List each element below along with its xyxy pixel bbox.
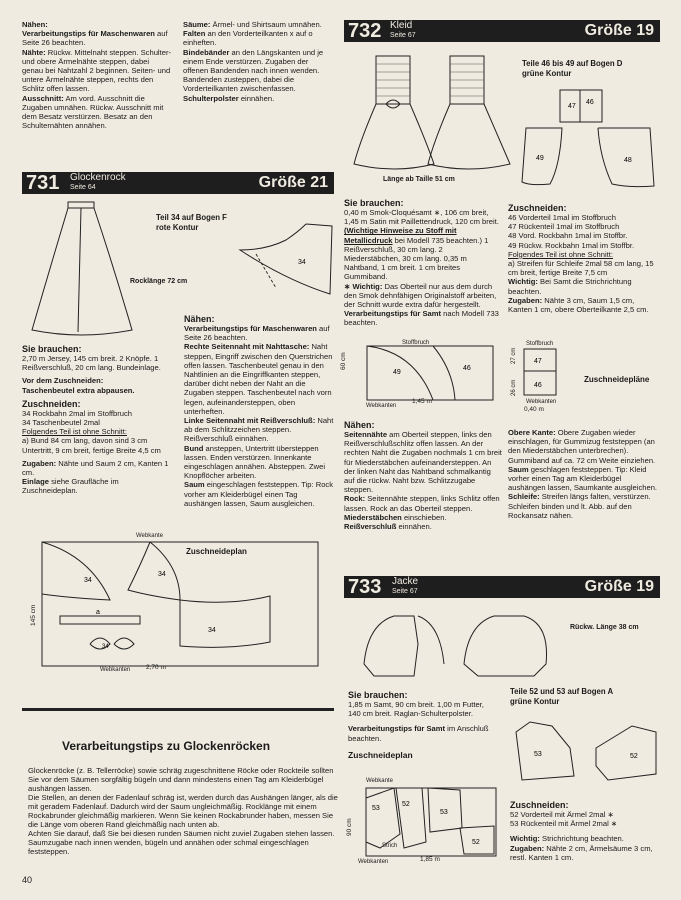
label: Saum [508, 464, 529, 474]
list-item: 49 Rückw. Rockbahn 1mal im Stoffbr. [508, 240, 635, 250]
stoffbruch-label: Stoffbruch [402, 340, 430, 346]
label: Wichtig: [510, 834, 540, 844]
label: Saum [184, 480, 205, 490]
list-item: 53 Rückenteil mit Ärmel 2mal ∗ [510, 819, 618, 829]
model-733-header [344, 576, 660, 598]
m733-brauchen [348, 690, 498, 760]
text: Taschenbeutel extra abpausen. [22, 385, 135, 395]
teile-label: Teile 52 und 53 auf Bogen A [510, 687, 614, 696]
text: Ärmel- und Shirtsaum umnähen. [210, 20, 322, 29]
heading: Nähen: [184, 314, 215, 324]
text: Nähte 3 cm, Saum 1,5 cm, Kanten 1 cm, obere Oberteilkante 2,5 cm. [508, 295, 649, 315]
label: Schleife: [508, 492, 540, 502]
label: Schulterpolster [183, 93, 239, 103]
text: Bei Samt die Strichrichtung beachten. [508, 277, 632, 296]
heading: Nähen: [22, 20, 48, 29]
plan-num-52a: 52 [402, 801, 410, 808]
text: an den Längskanten und je einem Ende verstürzen. Zugaben der offenen Bandenden nach innen wenden. Bandenden zusteppen, dabei die Vorderteilkanten zwischenfassen. [183, 47, 324, 94]
kontur-label: grüne Kontur [522, 69, 572, 78]
label: Bindebänder [183, 47, 230, 57]
paragraph: Achten Sie darauf, daß Sie bei diesen runden Säumen nicht zuviel Zugaben stehen lassen. Saumzugabe nach innen wenden, bügeln und annähen oder schmal eingeschlagen feststeppen. [28, 829, 335, 856]
label: Linke Seitennaht mit Reißverschluß: [184, 416, 316, 426]
m733-zuschneiden [510, 800, 660, 862]
m732-brauchen [344, 198, 499, 328]
skirt-waistband [68, 202, 94, 208]
pattern-34 [236, 220, 336, 300]
article-body [28, 766, 338, 856]
stoffbruch-label: Stoffbruch [526, 341, 554, 347]
top-left-text [22, 20, 172, 130]
label: ∗ Wichtig: [344, 281, 383, 291]
jacket-back [464, 616, 547, 676]
model-number: 731 [26, 172, 60, 194]
label: Zugaben: [510, 843, 545, 853]
skirt-body [32, 208, 132, 335]
text: 2,70 m Jersey, 145 cm breit. 2 Knöpfe. 1 Reißverschluß, 20 cm lang. Bundeinlage. [22, 354, 161, 373]
text: bei Modell 735 beachten.) 1 Reißverschluß, 30 cm lang. 2 Miederstäbchen, 30 cm lang. 0,35 m Nahtband, 1 cm breit. 1 cm breites Gummiband. [344, 235, 489, 282]
webkante-label: Webkante [366, 778, 393, 784]
webkante-label: Webkante [136, 533, 163, 539]
model-size: Größe 19 [584, 22, 654, 39]
text: an den Vorderteilkanten x auf o einheften. [183, 29, 313, 48]
label: Verarbeitungstips für Samt [348, 724, 446, 734]
article-title: Verarbeitungstips zu Glockenröcken [62, 739, 271, 753]
text: Am vord. Ausschnitt die Zugaben umnähen. Rückw. Ausschnitt mit dem Besatz verstürzen. Besatz an den Schulternähten annähen. [22, 93, 164, 131]
label: Verarbeitungstips für Samt [344, 309, 442, 319]
webkanten-label: Webkanten [100, 667, 131, 673]
plan-label-a: a [96, 609, 100, 616]
model-page: Seite 64 [70, 184, 96, 191]
list-item: 34 Rockbahn 2mal im Stoffbruch [22, 408, 133, 418]
label: Rock: [344, 494, 366, 504]
strich-label: Strich [382, 843, 398, 849]
list-item: 46 Vorderteil 1mal im Stoffbruch [508, 213, 616, 222]
model-size: Größe 21 [258, 174, 328, 191]
laenge-label: Rückw. Länge 38 cm [570, 624, 639, 631]
text: Strichrichtung beachten. [539, 834, 624, 844]
m732-finish [508, 428, 658, 520]
model-title: Glockenrock [70, 172, 126, 183]
plan-title: Zuschneideplan [348, 749, 413, 760]
pattern-num-48: 48 [624, 157, 632, 164]
height-label: 90 cm [346, 818, 353, 836]
plan-num-49: 49 [393, 369, 401, 376]
heading: Sie brauchen: [22, 344, 82, 354]
pattern-num-46: 46 [586, 99, 594, 106]
text: ansteppen, Untertritt übersteppen lassen. Enden verstürzen. Innenkante eingeschlagen annähen. Absteppen. Zwei Knopflöcher arbeiten. [184, 443, 326, 481]
text: am Oberteil steppen, links den Reißverschlußschlitz offen lassen. An der rechten Naht die Zugaben nochmals 1 cm breit für Miederstäbchen aufeinandersteppen. An der linken Naht das Nahtband schmalkantig auf die rückw. Naht bzw. Schlitzzugabe steppen. [344, 430, 502, 495]
heading: Nähen: [344, 420, 375, 430]
skirt-illustration [28, 198, 138, 340]
label: Miederstäbchen [344, 512, 402, 522]
text: einschieben. [401, 512, 447, 522]
text: a) Streifen für Schleife 2mal 58 cm lang, 15 cm breit, fertige Breite 7,5 cm [508, 259, 654, 278]
m731-naehen [184, 314, 334, 508]
text: Nähte und Saum 2 cm, Kanten 1 cm. [22, 458, 169, 478]
label: Rechte Seitennaht mit Nahttasche: [184, 342, 310, 352]
list-item: 47 Rückenteil 1mal im Stoffbruch [508, 222, 620, 232]
heading: Zuschneiden: [508, 203, 567, 213]
width-label: 1,85 m [420, 856, 440, 863]
dress-back-skirt [428, 104, 510, 169]
plan-num-52b: 52 [472, 839, 480, 846]
text: 1,85 m Samt, 90 cm breit. 1,00 m Futter, 140 cm breit. Raglan-Schulterpolster. [348, 700, 484, 719]
m732-plan-samt [520, 345, 560, 400]
text: Naht steppen, Eingriff zwischen den Querstrichen offen lassen. Taschenbeutel genau in den Nahtlinien an die Eingriffkanten steppen, darüber dicht neben der Naht an die Zugaben steppen. Taschenbeutel nach vorn legen, aufeinandersteppen, oben unterheften. [184, 342, 333, 416]
plan-num-53a: 53 [372, 805, 380, 812]
label: Nähte: [22, 47, 46, 57]
plan-num-34d: 34 [102, 644, 109, 650]
model-title: Kleid [390, 20, 413, 31]
width-label: 0,40 m [524, 406, 544, 413]
label: Seitennähte [344, 430, 388, 439]
label: Wichtig: [508, 277, 538, 287]
text: einnähen. [396, 522, 432, 532]
model-732-header [344, 20, 660, 42]
m732-zuschneiden [508, 203, 658, 314]
model-title: Jacke [392, 576, 419, 587]
m732-naehen [344, 420, 502, 531]
plan-title: Zuschneideplan [186, 547, 247, 556]
paragraph: Glockenröcke (z. B. Tellerröcke) sowie schräg zugeschnittene Röcke oder Rockteile sollten Sie vor dem Säumen sorgfältig bügeln und dann mindestens einen Tag am Kleiderbügel aushängen lassen. [28, 766, 334, 793]
model-number: 732 [348, 20, 382, 42]
m733-zuschneideplan [360, 782, 500, 862]
text: einnähen. [238, 93, 275, 103]
text: a) Bund 84 cm lang, davon sind 3 cm Untertritt, 9 cm breit, fertige Breite 4,5 cm [22, 436, 161, 455]
heading: Zuschneiden: [510, 800, 569, 810]
label: Ausschnitt: [22, 93, 64, 103]
list-item: 52 Vorderteil mit Ärmel 2mal ∗ [510, 810, 614, 819]
teil-label: Teil 34 auf Bogen F [156, 213, 227, 222]
label: Zugaben: [508, 295, 543, 305]
plan-num-46: 46 [534, 382, 542, 389]
text: 0,40 m Smok-Cloquésamt ∗, 106 cm breit, 1,45 m Satin mit Paillettendruck, 120 cm breit. [344, 208, 499, 227]
text: Rückw. Mittelnaht steppen. Schulter- und obere Ärmelnähte steppen, dabei genau bei Nahtzahl 2 beginnen. Seiten- und untere Ärmelnähte steppen, rechts den Schlitz offen lassen. [22, 47, 171, 94]
model-number: 733 [348, 576, 382, 598]
webkanten-label: Webkanten [366, 403, 397, 409]
text: Obere Zugaben wieder einschlagen, für Gummizug feststeppen (an den Miederstäbchen unterbrechen). Gummiband auf ca. 72 cm Weite einziehen. [508, 428, 656, 465]
top-mid-text [183, 20, 331, 103]
label: Falten [183, 29, 206, 39]
text: Das Oberteil nur aus dem durch den Smok dehnfähigen Originalstoff arbeiten, der Schnitt wurde extra dafür hergestellt. [344, 281, 497, 310]
pattern-num-34: 34 [298, 259, 306, 266]
pattern-num-53: 53 [534, 751, 542, 758]
width-label: 2,70 m [146, 664, 166, 671]
jacket-front-left [364, 616, 418, 676]
text: Streifen längs falten, verstürzen. Schleifen binden und lt. Abb. auf den Rockansatz nähen. [508, 492, 651, 520]
pattern-num-52: 52 [630, 753, 638, 760]
text: Nähte 2 cm, Ärmelsäume 3 cm, restl. Kanten 1 cm. [510, 843, 653, 862]
model-page: Seite 67 [392, 588, 418, 595]
label: Verarbeitungstips für Maschenwaren [22, 29, 155, 39]
parts-label: Teile 46 bis 49 auf Bogen D [522, 59, 623, 68]
text: im Anschluß beachten. [348, 724, 489, 743]
pattern-52-53 [512, 718, 662, 788]
divider [22, 708, 334, 711]
label: Obere Kante: [508, 428, 556, 437]
width-label: 1,45 m [412, 398, 432, 405]
label: Bund [184, 443, 204, 453]
heading: Sie brauchen: [348, 690, 408, 700]
label: Reißverschluß [344, 522, 397, 532]
plan-num-53b: 53 [440, 809, 448, 816]
model-731-header [22, 172, 334, 194]
rocklaenge-label: Rocklänge 72 cm [130, 278, 188, 285]
text: auf Seite 26 beachten. [22, 29, 168, 48]
label: Einlage [22, 477, 50, 487]
label: Zugaben: [22, 458, 57, 468]
model-size: Größe 19 [584, 578, 654, 595]
plan-num-47: 47 [534, 358, 542, 365]
m731-zuschneideplan [30, 536, 330, 672]
jacket-illustration [354, 604, 554, 684]
label: Säume: [183, 20, 211, 29]
text: (Wichtige Hinweise zu Stoff mit Metallicdruck [344, 226, 457, 245]
pattern-num-47: 47 [568, 103, 576, 110]
pattern-46-49 [520, 88, 660, 193]
pattern-num-49: 49 [536, 155, 544, 162]
paragraph: Die Stellen, an denen der Fadenlauf schräg ist, werden durch das Aushängen länger, als die mit geradem Fadenlauf. Dadurch wird der Saum ungleichmäßig. Rocklänge mit einem Rockabrunder gleichmäßig markieren. Wenn Sie keinen Rockabrunder haben, messen Sie die Länge vom oberen Rand gleichmäßig nach unten ab. [28, 793, 338, 829]
plan-title: Zuschneidepläne [584, 375, 650, 384]
list-item: 34 Taschenbeutel 2mal [22, 418, 100, 428]
text: Seitennähte steppen, links Schlitz offen lassen. Rock an das Oberteil steppen. [344, 494, 500, 513]
model-page: Seite 67 [390, 32, 416, 39]
plan-num-34c: 34 [208, 627, 216, 634]
text: eingeschlagen feststeppen. Tip: Rock vorher am Kleiderbügel einen Tag aushängen lassen, Saum ausgleichen. [184, 480, 334, 508]
text: Naht ab dem Schlitzzeichen steppen. Reißverschluß einnähen. [184, 416, 334, 444]
height-label: 145 cm [30, 604, 37, 626]
text: auf Seite 26 beachten. [184, 324, 330, 343]
height-label: 60 cm [340, 352, 347, 370]
text: nach Modell 733 beachten. [344, 309, 499, 328]
kontur-label: grüne Kontur [510, 697, 560, 706]
dress-front-skirt [354, 104, 434, 169]
plan-num-34b: 34 [158, 571, 166, 578]
text: siehe Graufläche im Zuschneideplan. [22, 477, 119, 496]
dress-illustration [350, 46, 520, 176]
text: Folgendes Teil ist ohne Schnitt: [508, 249, 613, 259]
heading: Sie brauchen: [344, 198, 404, 208]
heading: Vor dem Zuschneiden: [22, 376, 104, 386]
plan-num-34a: 34 [84, 577, 92, 584]
label: Verarbeitungstips für Maschenwaren [184, 324, 317, 333]
text: geschlagen feststeppen. Tip: Kleid vorher einen Tag am Kleiderbügel aushängen lassen, Saumkante ausgleichen. [508, 464, 658, 493]
page-number: 40 [22, 875, 33, 885]
kontur-label: rote Kontur [156, 223, 199, 232]
heading: Zuschneiden: [22, 398, 81, 409]
list-item: 48 Vord. Rockbahn 1mal im Stoffbr. [508, 231, 628, 241]
height-label: 27 cm [511, 347, 517, 364]
plan-num-46b: 46 [463, 365, 471, 372]
length-label: Länge ab Taille 51 cm [383, 176, 455, 183]
webkanten-label: Webkanten [526, 399, 557, 405]
m731-brauchen [22, 344, 172, 496]
text: Folgendes Teil ist ohne Schnitt: [22, 427, 127, 437]
height-label: 26 cm [511, 379, 517, 396]
webkanten-label: Webkanten [358, 859, 389, 865]
